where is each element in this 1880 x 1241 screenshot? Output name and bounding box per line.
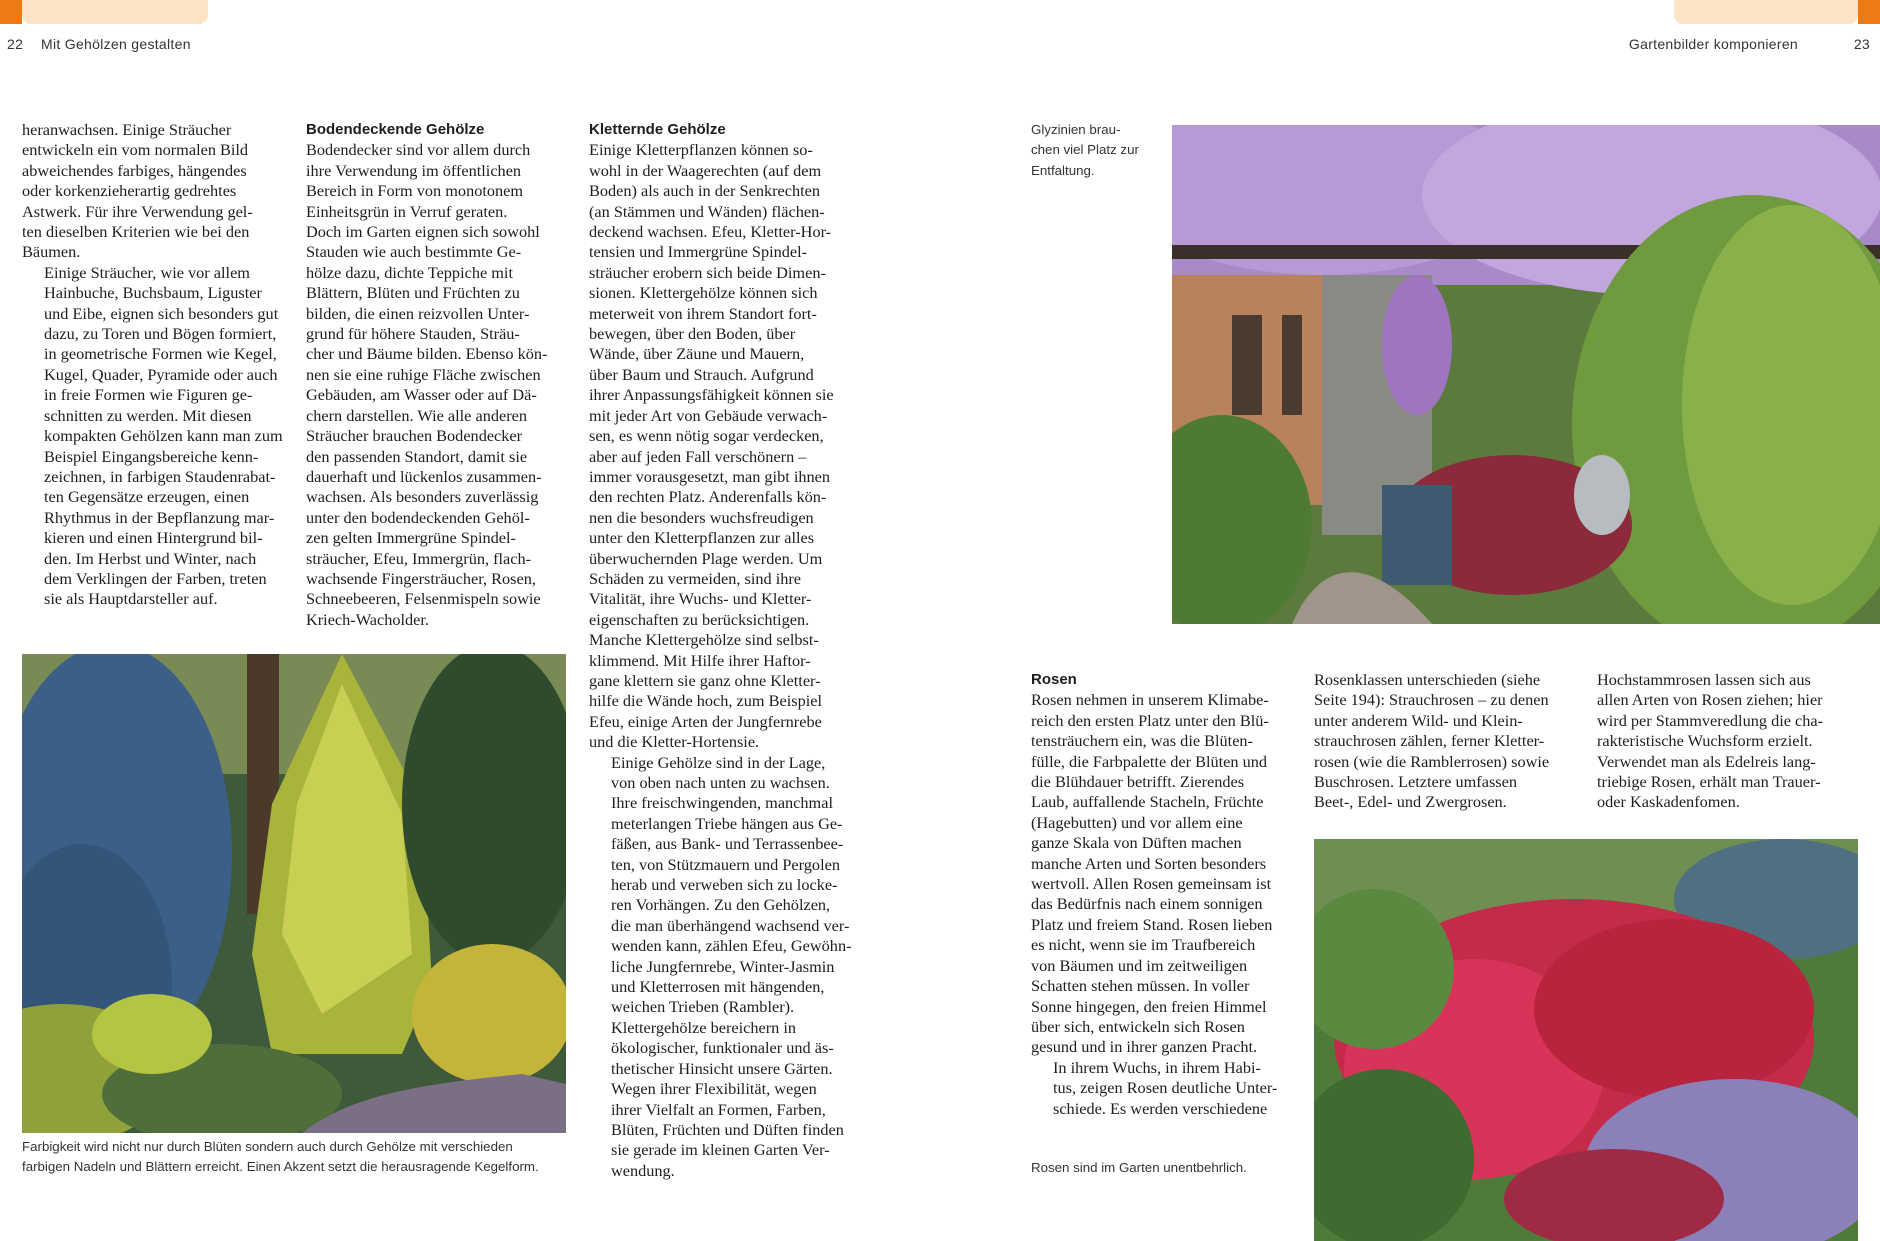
text-line: grund für höhere Stauden, Sträu- <box>306 324 520 344</box>
text-line: Schneebeeren, Felsenmispeln sowie <box>306 589 541 609</box>
paragraph <box>1597 670 1867 813</box>
text-line: zen gelten Immergrüne Spindel- <box>306 528 516 548</box>
text-line: ten Gegensätze erzeugen, einen <box>44 487 250 507</box>
text-line: deckend wachsen. Efeu, Kletter-Hor- <box>589 222 832 242</box>
text-line: wertvoll. Allen Rosen gemeinsam ist <box>1031 874 1272 894</box>
header-tab-left <box>22 0 208 24</box>
text-line: weichen Trieben (Rambler). <box>611 997 795 1017</box>
text-line: Ihre freischwingenden, manchmal <box>611 793 833 813</box>
text-line: herab und verweben sich zu locke- <box>611 875 838 895</box>
text-line: Beispiel Eingangsbereiche kenn- <box>44 446 259 466</box>
text-line: Doch im Garten eignen sich sowohl <box>306 222 540 242</box>
text-line: ganze Skala von Düften machen <box>1031 833 1242 853</box>
text-line: Astwerk. Für ihre Verwendung gel- <box>22 201 253 221</box>
text-line: Beet-, Edel- und Zwergrosen. <box>1314 792 1507 812</box>
text-line: Einige Sträucher, wie vor allem <box>44 262 250 282</box>
header-tab-right <box>1674 0 1858 24</box>
text-line: reich den ersten Platz unter den Blü- <box>1031 710 1269 730</box>
text-line: sen, es wenn nötig sogar verdecken, <box>589 426 824 446</box>
text-line: fülle, die Farbpalette der Blüten und <box>1031 751 1268 771</box>
text-line: hilfe die Wände hoch, zum Beispiel <box>589 691 822 711</box>
text-line: aber auf jeden Fall verschönern – <box>589 446 807 466</box>
text-line: Hochstammrosen lassen sich aus <box>1597 670 1811 689</box>
text-line: manche Arten und Sorten besonders <box>1031 853 1267 873</box>
text-line: das Bedürfnis nach einem sonnigen <box>1031 894 1263 914</box>
text-line: nen die besonders wuchsfreudigen <box>589 507 814 527</box>
left-column-3 <box>589 120 859 1181</box>
text-line: Laub, auffallende Stacheln, Früchte <box>1031 792 1264 812</box>
text-line: Rosen nehmen in unserem Klimabe- <box>1031 690 1269 710</box>
text-line: Einige Gehölze sind in der Lage, <box>611 752 826 772</box>
page-number-left: 22 <box>7 36 24 52</box>
text-line: entwickeln ein vom normalen Bild <box>22 140 249 160</box>
text-line: strauchrosen zählen, ferner Kletter- <box>1314 731 1545 751</box>
text-line: chern darstellen. Wie alle anderen <box>306 405 527 425</box>
text-line: rosen (wie die Ramblerrosen) sowie <box>1314 751 1550 771</box>
section-heading-kletternde: Kletternde Gehölze <box>589 121 726 138</box>
text-line: Gebäuden, am Wasser oder auf Dä- <box>306 385 537 405</box>
text-line: Sonne hingegen, den freien Himmel <box>1031 996 1267 1016</box>
text-line: allen Arten von Rosen ziehen; hier <box>1597 690 1823 710</box>
text-line: von oben nach unten zu wachsen. <box>611 773 830 792</box>
text-line: gane klettern sie ganz ohne Kletter- <box>589 670 821 690</box>
text-line: Schatten stehen müssen. In voller <box>1031 976 1250 996</box>
text-line: bilden, die einen reizvollen Unter- <box>306 303 530 323</box>
text-line: über Baum und Strauch. Aufgrund <box>589 364 814 384</box>
text-line: dem Verklingen der Farben, treten <box>44 568 267 588</box>
text-line: wird per Stammveredlung die cha- <box>1597 710 1824 730</box>
text-line: Rhythmus in der Bepflanzung mar- <box>44 507 275 527</box>
text-line: kompakten Gehölzen kann man zum <box>44 426 283 446</box>
text-line: in geometrische Formen wie Kegel, <box>44 344 277 364</box>
text-line: unter anderem Wild- und Klein- <box>1314 710 1523 730</box>
text-line: Schäden zu vermeiden, sind ihre <box>589 568 802 588</box>
text-line: abweichendes farbiges, hängendes <box>22 160 247 180</box>
text-line: oder Kaskadenfomen. <box>1597 792 1740 812</box>
page-edge-marker-right <box>1858 0 1880 24</box>
wisteria-photo-caption: Glyzinien brau- chen viel Platz zur Entfaltung. <box>1031 122 1139 178</box>
text-line: oder korkenzieherartig gedrehtes <box>22 181 237 201</box>
text-line: Blättern, Blüten und Früchten zu <box>306 283 520 303</box>
text-line: sträucher, Efeu, Immergrün, flach- <box>306 548 532 568</box>
text-line: wohl in der Waagerechten (auf dem <box>589 160 822 180</box>
text-line: gesund und in ihrer ganzen Pracht. <box>1031 1037 1258 1057</box>
paragraph <box>22 263 292 610</box>
text-line: tensien und Immergrüne Spindel- <box>589 242 808 262</box>
section-heading-bodendeckende: Bodendeckende Gehölze <box>306 121 485 138</box>
text-line: immer vorausgesetzt, man gibt ihnen <box>589 466 830 486</box>
text-line: und Eibe, eignen sich besonders gut <box>44 303 279 323</box>
text-line: klimmend. Mit Hilfe ihrer Haftor- <box>589 650 811 670</box>
wisteria-garden-photo <box>1172 125 1880 624</box>
page-edge-marker-left <box>0 0 22 24</box>
text-line: ten, von Stützmauern und Pergolen <box>611 854 840 874</box>
text-line: Vitalität, ihre Wuchs- und Kletter- <box>589 589 812 609</box>
text-line: hölze dazu, dichte Teppiche mit <box>306 262 513 282</box>
text-line: in freie Formen wie Figuren ge- <box>44 385 253 405</box>
text-line: wachsen. Als besonders zuverlässig <box>306 487 539 507</box>
text-line: ihrer Anpassungsfähigkeit können sie <box>589 385 834 405</box>
text-line: Wegen ihrer Flexibilität, wegen <box>611 1079 817 1099</box>
text-line: den rechten Platz. Anderenfalls kön- <box>589 487 827 507</box>
text-line: eigenschaften zu berücksichtigen. <box>589 609 810 629</box>
text-line: Seite 194): Strauchrosen – zu denen <box>1314 690 1549 710</box>
left-column-1 <box>22 120 292 610</box>
text-line: es nicht, wenn sie im Traufbereich <box>1031 935 1256 955</box>
text-line: Kugel, Quader, Pyramide oder auch <box>44 364 278 384</box>
text-line: unter den bodendeckenden Gehöl- <box>306 507 530 527</box>
text-line: Buschrosen. Letztere umfassen <box>1314 772 1517 792</box>
text-line: (Hagebutten) und vor allem eine <box>1031 812 1243 832</box>
text-line: wachsende Fingersträucher, Rosen, <box>306 568 536 588</box>
text-line: über sich, entwickeln sich Rosen <box>1031 1016 1245 1036</box>
text-line: ten dieselben Kriterien wie bei den <box>22 222 250 242</box>
text-line: den. Im Herbst und Winter, nach <box>44 548 257 568</box>
rose-photo-caption: Rosen sind im Garten unentbehrlich. <box>1031 1160 1247 1175</box>
text-line: den passenden Standort, damit sie <box>306 446 528 466</box>
paragraph <box>1314 670 1584 813</box>
paragraph <box>589 1018 859 1181</box>
text-line: Bodendecker sind vor allem durch <box>306 140 531 160</box>
conifer-photo-caption: Farbigkeit wird nicht nur durch Blüten sondern auch durch Gehölze mit verschieden farbigen Nadeln und Blättern erreicht. Einen Akzent setzt die herausragende Kegelform. <box>22 1139 539 1175</box>
paragraph <box>22 120 292 263</box>
running-head-right: Gartenbilder komponieren <box>1628 36 1798 52</box>
text-line: rakteristische Wuchsform erzielt. <box>1597 731 1813 751</box>
text-line: zeichnen, in farbigen Staudenrabat- <box>44 466 276 486</box>
text-line: kieren und einen Hintergrund bil- <box>44 528 263 548</box>
text-line: Efeu, einige Arten der Jungfernrebe <box>589 711 822 731</box>
text-line: tensträuchern ein, was die Blüten- <box>1031 731 1253 751</box>
text-line: und Kletterrosen mit hängenden, <box>611 977 825 997</box>
text-line: wendung. <box>611 1160 675 1180</box>
text-line: überwuchernden Plage werden. Um <box>589 548 823 568</box>
paragraph <box>1031 690 1301 1057</box>
text-line: dazu, zu Toren und Bögen formiert, <box>44 324 277 344</box>
text-line: liche Jungfernrebe, Winter-Jasmin <box>611 956 835 976</box>
text-line: Einheitsgrün in Verruf geraten. <box>306 201 508 221</box>
text-line: schiede. Es werden verschiedene <box>1053 1098 1268 1118</box>
text-line: mit jeder Art von Gebäude verwach- <box>589 405 828 425</box>
text-line: dauerhaft und lückenlos zusammen- <box>306 466 542 486</box>
right-column-1 <box>1031 670 1301 1119</box>
text-line: ren Vorhängen. Zu den Gehölzen, <box>611 895 831 915</box>
text-line: Sträucher brauchen Bodendecker <box>306 426 523 446</box>
text-line: Klettergehölze bereichern in <box>611 1017 797 1037</box>
text-line: Hainbuche, Buchsbaum, Liguster <box>44 283 262 303</box>
text-line: fäßen, aus Bank- und Terrassenbee- <box>611 834 844 854</box>
text-line: Boden) als auch in der Senkrechten <box>589 181 821 201</box>
text-line: die man überhängend wachsend ver- <box>611 915 850 935</box>
paragraph <box>589 753 859 1018</box>
text-line: cher und Bäume bilden. Ebenso kön- <box>306 344 548 364</box>
text-line: Kriech-Wacholder. <box>306 609 429 629</box>
page-number-right: 23 <box>1853 36 1870 52</box>
text-line: ökologischer, funktionaler und äs- <box>611 1038 834 1058</box>
text-line: heranwachsen. Einige Sträucher <box>22 120 232 139</box>
paragraph <box>1031 1058 1301 1119</box>
text-line: triebige Rosen, erhält man Trauer- <box>1597 772 1821 792</box>
text-line: Bereich in Form von monotonem <box>306 181 524 201</box>
text-line: thetischer Hinsicht unsere Gärten. <box>611 1058 833 1078</box>
text-line: die Blühdauer betrifft. Zierendes <box>1031 772 1245 792</box>
section-heading-rosen: Rosen <box>1031 671 1077 688</box>
text-line: unter den Kletterpflanzen zur alles <box>589 528 815 548</box>
text-line: bewegen, über den Boden, über <box>589 324 796 344</box>
text-line: Einige Kletterpflanzen können so- <box>589 140 813 160</box>
text-line: und die Kletter-Hortensie. <box>589 732 760 752</box>
text-line: sie als Hauptdarsteller auf. <box>44 589 218 609</box>
text-line: Manche Klettergehölze sind selbst- <box>589 630 819 650</box>
rose-garden-photo <box>1314 839 1858 1241</box>
text-line: sionen. Klettergehölze können sich <box>589 283 818 303</box>
text-line: von Bäumen und im zeitweiligen <box>1031 955 1248 975</box>
text-line: In ihrem Wuchs, in ihrem Habi- <box>1053 1057 1261 1077</box>
text-line: ihre Verwendung im öffentlichen <box>306 160 522 180</box>
text-line: tus, zeigen Rosen deutliche Unter- <box>1053 1078 1278 1098</box>
text-line: meterweit von ihrem Standort fort- <box>589 303 817 323</box>
right-column-2 <box>1314 670 1584 813</box>
text-line: nen sie eine ruhige Fläche zwischen <box>306 364 541 384</box>
text-line: sträucher erobern sich beide Dimen- <box>589 262 826 282</box>
text-line: Bäumen. <box>22 242 81 262</box>
paragraph <box>589 140 859 752</box>
text-line: Wände, über Zäune und Mauern, <box>589 344 805 364</box>
text-line: meterlangen Triebe hängen aus Ge- <box>611 813 843 833</box>
text-line: Verwendet man als Edelreis lang- <box>1597 751 1816 771</box>
text-line: ihrer Vielfalt an Formen, Farben, <box>611 1099 826 1119</box>
text-line: Stauden wie auch bestimmte Ge- <box>306 242 522 262</box>
text-line: Blüten, Früchten und Düften finden <box>611 1119 844 1139</box>
text-line: schnitten zu werden. Mit diesen <box>44 405 252 425</box>
conifer-garden-photo <box>22 654 566 1133</box>
paragraph <box>306 140 576 630</box>
text-line: Rosenklassen unterschieden (siehe <box>1314 670 1541 689</box>
left-column-2 <box>306 120 576 630</box>
text-line: (an Stämmen und Wänden) flächen- <box>589 201 825 221</box>
running-head-left: Mit Gehölzen gestalten <box>41 36 191 52</box>
text-line: wenden kann, zählen Efeu, Gewöhn- <box>611 936 852 956</box>
text-line: Platz und freiem Stand. Rosen lieben <box>1031 914 1273 934</box>
text-line: sie gerade im kleinen Garten Ver- <box>611 1140 830 1160</box>
right-column-3 <box>1597 670 1867 813</box>
